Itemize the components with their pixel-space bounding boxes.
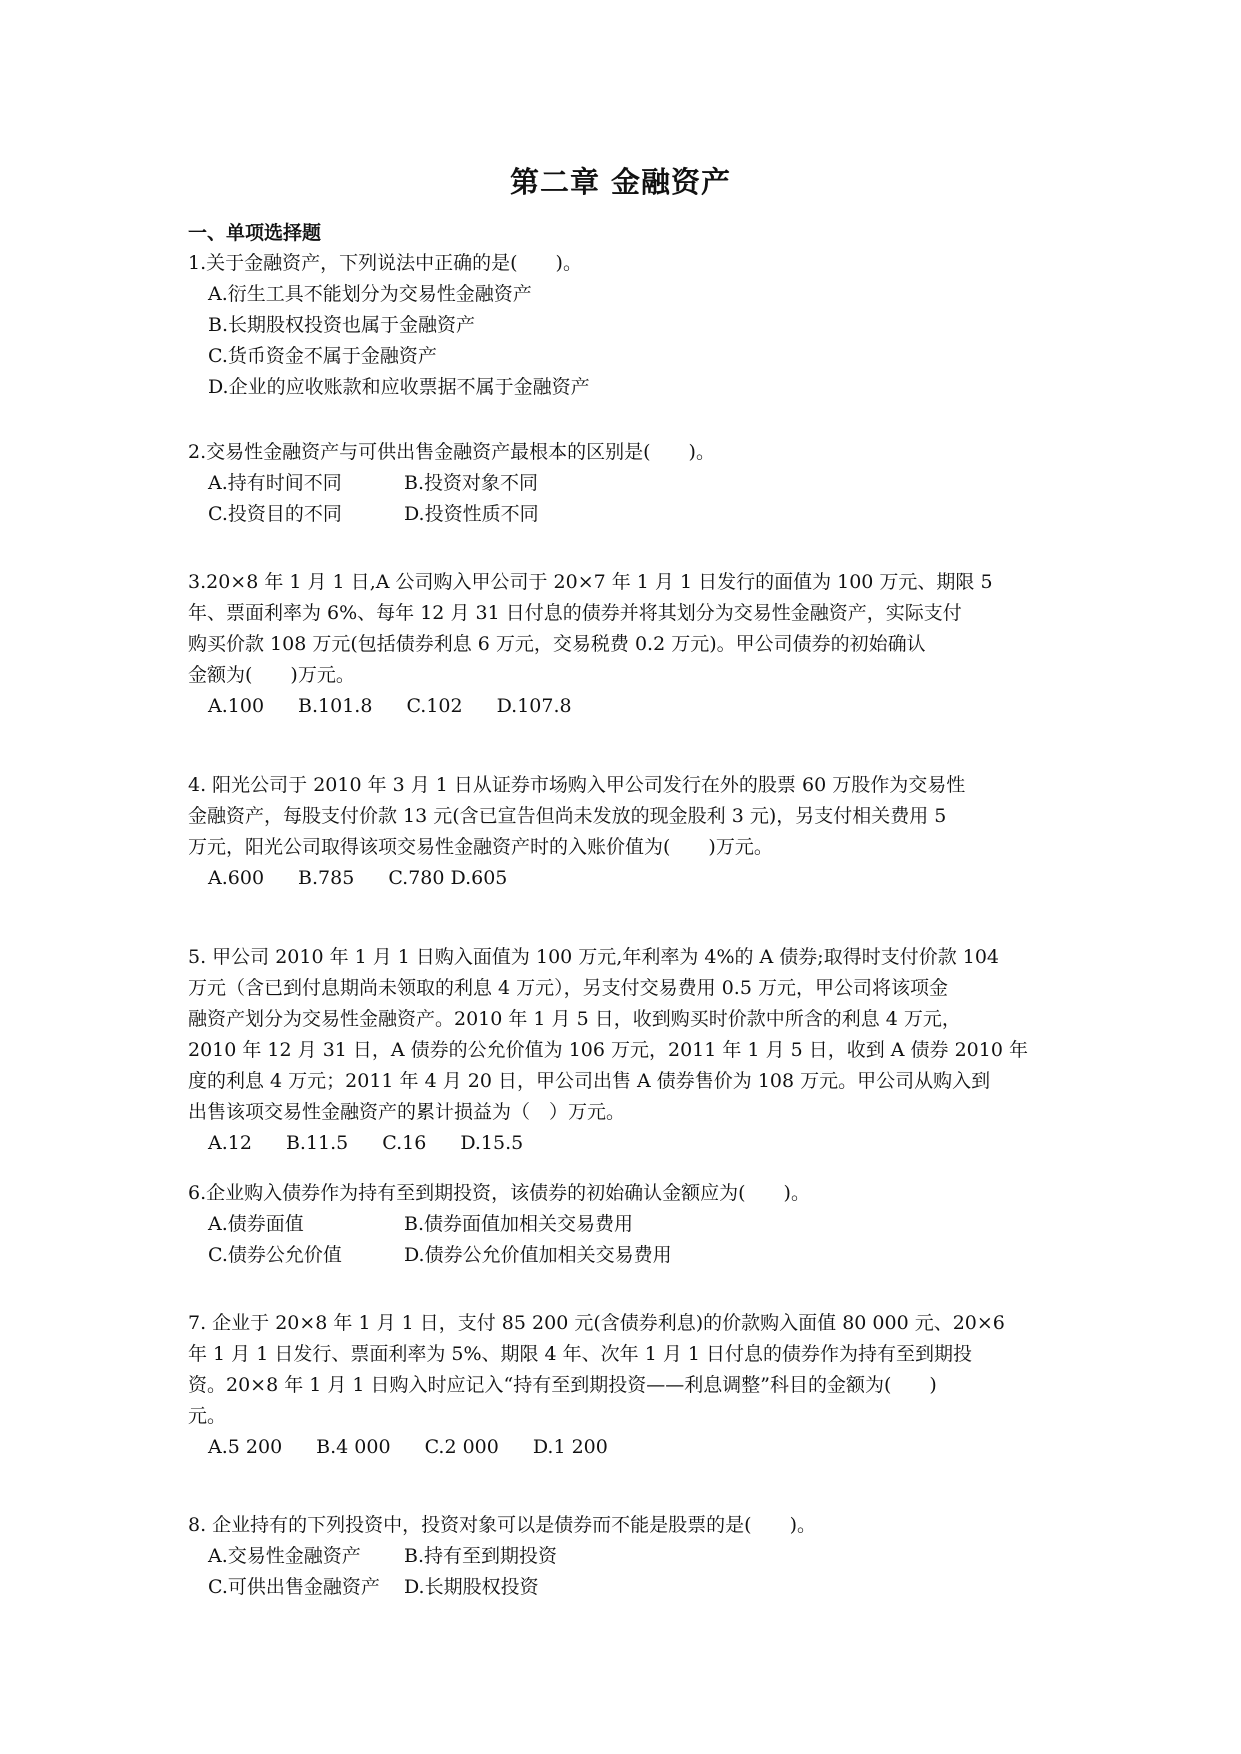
option-c: C.货币资金不属于金融资产 — [208, 345, 437, 367]
question-3-options — [188, 691, 1068, 722]
option-b: B.101.8 — [298, 695, 373, 717]
option-d: D.107.8 — [496, 695, 572, 717]
question-1-stem: 1.关于金融资产，下列说法中正确的是( )。 — [188, 252, 582, 274]
option-a: A.债券面值 — [208, 1213, 304, 1235]
question-4-line-3: 万元，阳光公司取得该项交易性金融资产时的入账价值为( )万元。 — [188, 836, 773, 858]
option-b: B.785 — [298, 867, 355, 889]
chapter-title: 第二章 金融资产 — [509, 165, 732, 199]
question-4-options — [188, 863, 1068, 894]
question-7-line-4: 元。 — [188, 1405, 227, 1427]
option-a: A.持有时间不同 — [208, 472, 342, 494]
question-4-line-1: 4. 阳光公司于 2010 年 3 月 1 日从证券市场购入甲公司发行在外的股票 60 万股作为交易性 — [188, 774, 966, 796]
question-5-line-1: 5. 甲公司 2010 年 1 月 1 日购入面值为 100 万元,年利率为 4%的 A 债券;取得时支付价款 104 — [188, 946, 1000, 968]
option-d: D.投资性质不同 — [404, 503, 539, 525]
question-3-line-3: 购买价款 108 万元(包括债券利息 6 万元，交易税费 0.2 万元)。甲公司债券的初始确认 — [188, 633, 926, 655]
option-b: B.持有至到期投资 — [404, 1545, 558, 1567]
question-5-line-3: 融资产划分为交易性金融资产。2010 年 1 月 5 日，收到购买时价款中所含的利息 4 万元， — [188, 1008, 961, 1030]
question-6-stem: 6.企业购入债券作为持有至到期投资，该债券的初始确认金额应为( )。 — [188, 1182, 810, 1204]
option-d: D.长期股权投资 — [404, 1576, 539, 1598]
question-5-line-5: 度的利息 4 万元；2011 年 4 月 20 日，甲公司出售 A 债券售价为 108 万元。甲公司从购入到 — [188, 1070, 991, 1092]
question-6-options — [188, 1209, 1068, 1271]
question-2-options — [188, 468, 1068, 530]
question-7-options — [188, 1432, 1068, 1463]
question-4-line-2: 金融资产，每股支付价款 13 元(含已宣告但尚未发放的现金股利 3 元)，另支付相关费用 5 — [188, 805, 947, 827]
question-7-line-2: 年 1 月 1 日发行、票面利率为 5%、期限 4 年、次年 1 月 1 日付息的债券作为持有至到期投 — [188, 1343, 973, 1365]
option-c: C.投资目的不同 — [208, 503, 342, 525]
question-5-line-6: 出售该项交易性金融资产的累计损益为（ ）万元。 — [188, 1101, 626, 1123]
question-4 — [188, 770, 1068, 894]
question-1 — [188, 248, 1068, 403]
question-1-options — [188, 279, 1068, 403]
question-5-line-4: 2010 年 12 月 31 日，A 债券的公允价值为 106 万元，2011 年 1 月 5 日，收到 A 债券 2010 年 — [188, 1039, 1028, 1061]
question-8-options — [188, 1541, 1068, 1603]
question-5-options — [188, 1128, 1068, 1159]
option-d: D.企业的应收账款和应收票据不属于金融资产 — [208, 376, 590, 398]
option-c: C.2 000 — [424, 1436, 499, 1458]
option-a: A.5 200 — [208, 1436, 283, 1458]
option-c: C.债券公允价值 — [208, 1244, 342, 1266]
question-5 — [188, 942, 1068, 1159]
option-d: D.1 200 — [532, 1436, 608, 1458]
option-b: B.11.5 — [285, 1132, 349, 1154]
question-8-stem: 8. 企业持有的下列投资中，投资对象可以是债券而不能是股票的是( )。 — [188, 1514, 816, 1536]
section-heading: 一、单项选择题 — [188, 222, 322, 244]
option-d: D.债券公允价值加相关交易费用 — [404, 1244, 672, 1266]
option-b: B.债券面值加相关交易费用 — [404, 1213, 634, 1235]
option-a: A.交易性金融资产 — [208, 1545, 361, 1567]
option-c: C.16 — [382, 1132, 427, 1154]
option-c: C.102 — [406, 695, 463, 717]
option-c-d: C.780 D.605 — [388, 867, 508, 889]
question-6 — [188, 1178, 1068, 1271]
question-2 — [188, 437, 1068, 530]
question-5-line-2: 万元（含已到付息期尚未领取的利息 4 万元），另支付交易费用 0.5 万元，甲公司将该项金 — [188, 977, 948, 999]
option-a: A.600 — [208, 867, 265, 889]
option-b: B.长期股权投资也属于金融资产 — [208, 314, 476, 336]
question-3-line-4: 金额为( )万元。 — [188, 664, 355, 686]
question-7-line-3: 资。20×8 年 1 月 1 日购入时应记入“持有至到期投资——利息调整”科目的金额为( ) — [188, 1374, 937, 1396]
option-b: B.投资对象不同 — [404, 472, 539, 494]
question-7 — [188, 1308, 1068, 1463]
option-d: D.15.5 — [460, 1132, 524, 1154]
question-2-stem: 2.交易性金融资产与可供出售金融资产最根本的区别是( )。 — [188, 441, 715, 463]
option-a: A.衍生工具不能划分为交易性金融资产 — [208, 283, 532, 305]
option-b: B.4 000 — [316, 1436, 391, 1458]
question-3-line-1: 3.20×8 年 1 月 1 日,A 公司购入甲公司于 20×7 年 1 月 1 日发行的面值为 100 万元、期限 5 — [188, 571, 993, 593]
option-a: A.100 — [208, 695, 265, 717]
question-3-line-2: 年、票面利率为 6%、每年 12 月 31 日付息的债券并将其划分为交易性金融资产，实际支付 — [188, 602, 962, 624]
question-8 — [188, 1510, 1068, 1603]
option-a: A.12 — [208, 1132, 252, 1154]
question-7-line-1: 7. 企业于 20×8 年 1 月 1 日，支付 85 200 元(含债券利息)的价款购入面值 80 000 元、20×6 — [188, 1312, 1005, 1334]
option-c: C.可供出售金融资产 — [208, 1576, 380, 1598]
question-3 — [188, 567, 1068, 722]
